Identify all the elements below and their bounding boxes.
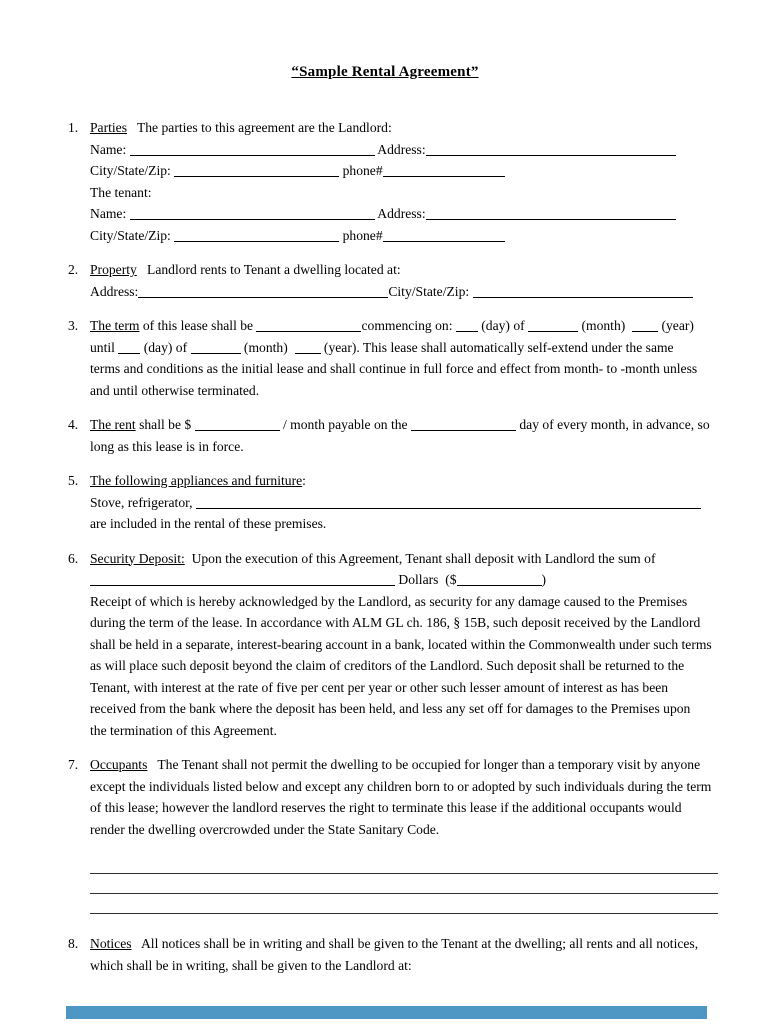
blank-field[interactable] <box>426 207 676 220</box>
text-run: Upon the execution of this Agreement, Tenant shall deposit with Landlord the sum of <box>184 550 656 566</box>
text-run: The tenant: <box>90 184 152 200</box>
text-line <box>90 933 718 955</box>
bottom-highlight-bar <box>66 1006 707 1019</box>
text-run: shall be held in a separate, interest-bearing account in a bank, located within the Commonwealth under such terms <box>90 636 712 652</box>
text-line <box>90 819 718 841</box>
text-run: Address: <box>90 283 139 299</box>
section-body <box>90 933 718 976</box>
section-body <box>90 117 718 246</box>
text-run: are included in the rental of these premises. <box>90 516 327 531</box>
blank-field[interactable] <box>130 207 375 220</box>
section-heading: Parties <box>90 120 127 135</box>
text-run: Address: <box>374 206 426 221</box>
text-run: Name: <box>90 206 130 221</box>
blank-field[interactable] <box>195 418 280 431</box>
text-run: and until otherwise terminated. <box>90 382 260 398</box>
text-line <box>90 569 718 591</box>
section-number: 6. <box>68 550 79 566</box>
blank-field[interactable] <box>456 319 478 332</box>
section-heading: The term <box>90 318 140 333</box>
blank-field[interactable] <box>138 285 388 298</box>
text-line <box>90 380 718 402</box>
section-heading: Notices <box>90 936 132 951</box>
blank-field[interactable] <box>90 573 395 586</box>
blank-field[interactable] <box>130 143 375 156</box>
text-line <box>90 754 718 776</box>
text-line <box>90 655 718 677</box>
blank-field[interactable] <box>473 285 693 298</box>
text-line <box>90 358 718 380</box>
section-item <box>68 315 718 401</box>
section-item <box>68 548 718 742</box>
text-run: Address: <box>374 141 426 157</box>
section-number: 5. <box>68 473 79 488</box>
text-run: of this lease; however the landlord reserves the right to terminate this lease if the additional occupants would <box>90 800 682 815</box>
text-line <box>90 720 718 742</box>
section-number: 7. <box>68 757 79 772</box>
section-item <box>68 414 718 457</box>
text-run: City/State/Zip: <box>90 163 175 178</box>
blank-field[interactable] <box>426 143 676 156</box>
text-line <box>90 281 718 303</box>
text-run: (day) of <box>477 318 529 333</box>
text-line <box>90 337 718 359</box>
text-line <box>90 677 718 699</box>
section-item <box>68 470 718 535</box>
blank-field[interactable] <box>174 164 339 177</box>
section-body <box>90 414 718 457</box>
text-line <box>90 797 718 819</box>
text-run: render the dwelling overcrowded under the State Sanitary Code. <box>90 821 440 837</box>
blank-field[interactable] <box>632 319 658 332</box>
text-run: the termination of this Agreement. <box>90 722 277 738</box>
section-number: 8. <box>68 936 79 951</box>
text-line <box>90 513 718 535</box>
text-line <box>90 955 718 977</box>
text-run: Stove, refrigerator, <box>90 494 196 510</box>
text-run: terms and conditions as the initial lease and shall continue in full force and effect from month- to -month unless <box>90 361 698 376</box>
text-line <box>90 117 718 139</box>
section-item <box>68 117 718 246</box>
text-line <box>90 470 718 492</box>
text-line <box>90 634 718 656</box>
text-run: phone# <box>339 163 383 178</box>
document-title: “Sample Rental Agreement” <box>291 64 479 80</box>
text-line <box>90 414 718 436</box>
blank-field[interactable] <box>383 229 505 242</box>
write-in-lines <box>90 854 718 914</box>
text-line <box>90 259 718 281</box>
section-number: 1. <box>68 120 79 135</box>
text-run: until <box>90 339 119 355</box>
section-heading: Occupants <box>90 757 148 772</box>
text-run: received from the bank where the deposit has been held, and less any set off for damages to the Premises upon <box>90 701 691 716</box>
text-line <box>90 548 718 570</box>
text-run: shall be $ <box>135 417 195 432</box>
text-run: (month) <box>578 318 633 333</box>
section-item <box>68 933 718 976</box>
section-number: 3. <box>68 318 79 333</box>
text-run: All notices shall be in writing and shall be given to the Tenant at the dwelling; all rents and all notices, <box>131 936 699 951</box>
text-line <box>90 225 718 247</box>
text-run: of this lease shall be <box>139 318 257 333</box>
text-run: phone# <box>339 227 383 243</box>
text-run: which shall be in writing, shall be given to the Landlord at: <box>90 957 412 973</box>
text-run: long as this lease is in force. <box>90 438 244 454</box>
text-run: / month payable on the <box>279 417 411 432</box>
section-item <box>68 259 718 302</box>
text-line <box>90 492 718 514</box>
text-run: (day) of <box>140 339 191 355</box>
text-run: Name: <box>90 141 130 157</box>
blank-field[interactable] <box>528 319 578 332</box>
text-line <box>90 698 718 720</box>
text-run: Dollars ($ <box>395 572 457 587</box>
text-line <box>90 160 718 182</box>
blank-field[interactable] <box>191 341 241 354</box>
text-run: : <box>302 473 306 488</box>
blank-field[interactable] <box>411 418 516 431</box>
text-line <box>90 203 718 225</box>
blank-field[interactable] <box>295 341 321 354</box>
section-heading: Property <box>90 262 137 277</box>
text-run: (month) <box>240 339 295 355</box>
text-run: The Tenant shall not permit the dwelling to be occupied for longer than a temporary visit by anyone <box>147 757 701 772</box>
section-body <box>90 548 718 742</box>
text-run: Tenant, with interest at the rate of five per cent per year or other such lesser amount of interest as has been <box>90 679 669 695</box>
blank-field[interactable] <box>383 164 505 177</box>
text-run: Landlord rents to Tenant a dwelling located at: <box>136 262 401 277</box>
text-run: City/State/Zip: <box>90 227 175 243</box>
text-line <box>90 612 718 634</box>
text-run: ) <box>541 572 547 587</box>
blank-field[interactable] <box>174 229 339 242</box>
section-body <box>90 259 718 302</box>
section-heading: Security Deposit: <box>90 550 185 566</box>
blank-line[interactable] <box>90 874 718 894</box>
text-run: City/State/Zip: <box>388 283 473 299</box>
text-run: during the term of the lease. In accordance with ALM GL ch. 186, § 15B, such deposit received by the Landlord <box>90 615 701 630</box>
text-run: except the individuals listed below and except any children born to or adopted by such individuals during the term <box>90 778 712 794</box>
blank-field[interactable] <box>196 496 701 509</box>
text-line <box>90 139 718 161</box>
section-heading: The following appliances and furniture <box>90 473 303 488</box>
section-number: 4. <box>68 417 79 432</box>
text-run: (year) <box>658 318 694 333</box>
text-run: The parties to this agreement are the Landlord: <box>127 120 392 135</box>
blank-line[interactable] <box>90 894 718 914</box>
sections-list <box>68 117 718 976</box>
section-number: 2. <box>68 262 79 277</box>
blank-line[interactable] <box>90 854 718 874</box>
text-run: commencing on: <box>361 318 456 333</box>
blank-field[interactable] <box>118 341 140 354</box>
text-line <box>90 436 718 458</box>
text-run: as will place such deposit beyond the claim of creditors of the Landlord. Such deposit shall be returned to the <box>90 658 685 673</box>
blank-field[interactable] <box>457 573 542 586</box>
blank-field[interactable] <box>256 319 361 332</box>
section-item <box>68 754 718 920</box>
section-heading: The rent <box>90 417 136 432</box>
text-line <box>90 182 718 204</box>
text-run: (year). This lease shall automatically self-extend under the same <box>320 339 674 355</box>
text-line <box>90 591 718 613</box>
section-body <box>90 470 718 535</box>
section-body <box>90 754 718 920</box>
text-line <box>90 776 718 798</box>
section-body <box>90 315 718 401</box>
text-run: day of every month, in advance, so <box>515 417 710 432</box>
text-run: Receipt of which is hereby acknowledged by the Landlord, as security for any damage caused to the Premises <box>90 593 688 609</box>
text-line <box>90 315 718 337</box>
